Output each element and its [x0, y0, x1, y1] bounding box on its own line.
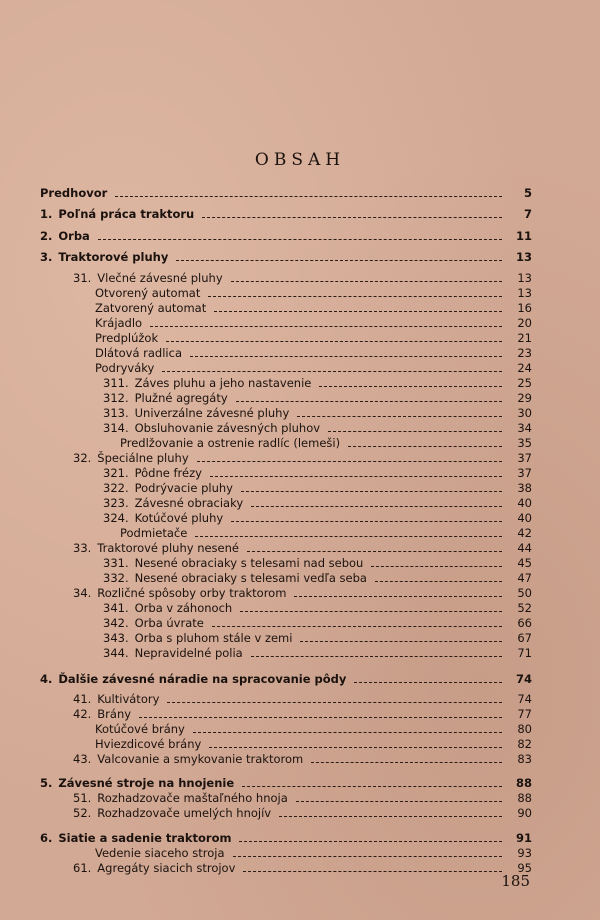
leader-line — [311, 761, 502, 763]
toc-entry-number: 41. — [73, 692, 92, 706]
leader-line — [354, 681, 502, 683]
toc-entry-title: Poľná práca traktoru — [58, 207, 195, 221]
leader-line — [241, 490, 502, 492]
leader-line — [243, 870, 502, 872]
toc-entry-title: Siatie a sadenie traktorom — [58, 831, 232, 845]
toc-entry-number: 1. — [40, 207, 53, 221]
toc-entry-page: 37 — [517, 451, 532, 465]
toc-entry-number: 342. — [103, 616, 129, 630]
toc-entry-page: 91 — [515, 831, 532, 845]
leader-line — [208, 295, 502, 297]
toc-entry-title: Orba s pluhom stále v zemi — [134, 631, 293, 645]
leader-line — [150, 325, 502, 327]
toc-entry-page: 82 — [517, 737, 532, 751]
leader-line — [195, 535, 502, 537]
toc-entry-title: Univerzálne závesné pluhy — [134, 406, 290, 420]
toc-entry — [40, 227, 532, 245]
toc-entry-page: 30 — [517, 406, 532, 420]
toc-entry-title: Záves pluhu a jeho nastavenie — [134, 376, 312, 390]
leader-line — [233, 855, 502, 857]
leader-line — [212, 625, 502, 627]
toc-entry — [73, 750, 532, 768]
toc-entry-page: 24 — [517, 361, 532, 375]
toc-entry-title: Obsluhovanie závesných pluhov — [134, 421, 321, 435]
toc-entry-page: 45 — [517, 556, 532, 570]
leader-line — [328, 430, 502, 432]
toc-entry-page: 50 — [517, 586, 532, 600]
toc-entry-number: 4. — [40, 672, 53, 686]
leader-line — [239, 840, 502, 842]
toc-entry-page: 35 — [517, 436, 532, 450]
leader-line — [247, 550, 502, 552]
toc-entry-page: 7 — [523, 207, 532, 221]
toc-entry-title: Vlečné závesné pluhy — [97, 271, 223, 285]
toc-entry-page: 38 — [517, 481, 532, 495]
leader-line — [294, 595, 502, 597]
toc-entry-page: 88 — [517, 791, 532, 805]
page-title: OBSAH — [254, 150, 346, 170]
toc-entry-page: 74 — [517, 692, 532, 706]
leader-line — [231, 520, 502, 522]
leader-line — [251, 505, 502, 507]
toc-entry-page: 71 — [517, 646, 532, 660]
toc-entry-title: Nepravidelné polia — [134, 646, 243, 660]
toc-entry-page: 13 — [517, 271, 532, 285]
toc-entry-page: 95 — [517, 861, 532, 875]
toc-entry-title: Podmietače — [120, 526, 188, 540]
toc-entry-title: Orba v záhonoch — [134, 601, 233, 615]
toc-entry-title: Traktorové pluhy nesené — [97, 541, 239, 555]
toc-entry-number: 5. — [40, 776, 53, 790]
leader-line — [210, 475, 502, 477]
toc-entry-page: 37 — [517, 466, 532, 480]
toc-entry-title: Nesené obraciaky s telesami vedľa seba — [134, 571, 367, 585]
toc-entry-page: 5 — [523, 186, 532, 200]
toc-entry-title: Závesné stroje na hnojenie — [58, 776, 235, 790]
toc-entry-title: Brány — [97, 707, 132, 721]
toc-entry-title: Dlátová radlica — [95, 346, 182, 360]
toc-entry-number: 341. — [103, 601, 129, 615]
leader-line — [242, 785, 502, 787]
leader-line — [319, 385, 502, 387]
toc-entry-page: 52 — [517, 601, 532, 615]
toc-entry-number: 322. — [103, 481, 129, 495]
toc-entry-page: 47 — [517, 571, 532, 585]
leader-line — [300, 640, 502, 642]
toc-entry-title: Rozličné spôsoby orby traktorom — [97, 586, 287, 600]
toc-entry-number: 343. — [103, 631, 129, 645]
toc-entry-page: 90 — [517, 806, 532, 820]
toc-entry-number: 52. — [73, 806, 92, 820]
toc-entry — [73, 859, 532, 877]
toc-entry-title: Orba — [58, 229, 90, 243]
toc-entry-page: 74 — [515, 672, 532, 686]
toc-entry — [103, 644, 532, 662]
toc-entry-number: 321. — [103, 466, 129, 480]
toc-entry-page: 25 — [517, 376, 532, 390]
toc-entry-title: Rozhadzovače umelých hnojív — [97, 806, 272, 820]
toc-entry-title: Závesné obraciaky — [134, 496, 244, 510]
toc-entry — [40, 205, 532, 223]
leader-line — [176, 259, 502, 261]
leader-line — [197, 460, 502, 462]
toc-entry-page: 23 — [517, 346, 532, 360]
leader-line — [190, 355, 502, 357]
toc-entry-title: Kotúčové brány — [95, 722, 185, 736]
toc-entry-title: Plužné agregáty — [134, 391, 228, 405]
page-number: 185 — [501, 872, 530, 890]
toc-entry-number: 311. — [103, 376, 129, 390]
toc-entry-number: 34. — [73, 586, 92, 600]
leader-line — [251, 655, 502, 657]
toc-entry-number: 42. — [73, 707, 92, 721]
toc-entry-page: 80 — [517, 722, 532, 736]
toc-entry-number: 61. — [73, 861, 92, 875]
toc-entry-title: Predlžovanie a ostrenie radlíc (lemeši) — [120, 436, 341, 450]
leader-line — [297, 415, 502, 417]
toc-entry-title: Pôdne frézy — [134, 466, 202, 480]
leader-line — [279, 815, 502, 817]
toc-entry-title: Krájadlo — [95, 316, 143, 330]
toc-entry-page: 42 — [517, 526, 532, 540]
leader-line — [166, 340, 502, 342]
toc-entry — [40, 184, 532, 202]
leader-line — [375, 580, 502, 582]
toc-entry-title: Otvorený automat — [95, 286, 201, 300]
toc-entry-page: 34 — [517, 421, 532, 435]
toc-entry-number: 313. — [103, 406, 129, 420]
toc-entry-title: Hviezdicové brány — [95, 737, 202, 751]
toc-entry — [40, 670, 532, 688]
toc-entry-number: 332. — [103, 571, 129, 585]
toc-entry-number: 344. — [103, 646, 129, 660]
toc-entry-page: 77 — [517, 707, 532, 721]
leader-line — [202, 216, 502, 218]
leader-line — [240, 610, 502, 612]
leader-line — [296, 800, 502, 802]
toc-entry-number: 314. — [103, 421, 129, 435]
toc-entry-page: 66 — [517, 616, 532, 630]
toc-entry-number: 3. — [40, 250, 53, 264]
toc-entry-number: 51. — [73, 791, 92, 805]
toc-entry-title: Predhovor — [40, 186, 108, 200]
toc-entry-title: Zatvorený automat — [95, 301, 207, 315]
toc-entry-number: 32. — [73, 451, 92, 465]
toc-entry-number: 323. — [103, 496, 129, 510]
toc-entry-number: 33. — [73, 541, 92, 555]
toc-entry-number: 312. — [103, 391, 129, 405]
leader-line — [115, 195, 502, 197]
leader-line — [98, 238, 502, 240]
toc-entry-title: Traktorové pluhy — [58, 250, 169, 264]
toc-entry-page: 20 — [517, 316, 532, 330]
leader-line — [209, 746, 502, 748]
leader-line — [214, 310, 502, 312]
toc-entry-title: Nesené obraciaky s telesami nad sebou — [134, 556, 364, 570]
toc-entry-title: Vedenie siaceho stroja — [95, 846, 225, 860]
leader-line — [167, 701, 502, 703]
toc-entry-page: 29 — [517, 391, 532, 405]
toc-entry-page: 67 — [517, 631, 532, 645]
leader-line — [193, 731, 502, 733]
leader-line — [139, 716, 502, 718]
toc-entry-number: 6. — [40, 831, 53, 845]
toc-entry-page: 21 — [517, 331, 532, 345]
toc-entry — [73, 804, 532, 822]
toc-entry-page: 16 — [517, 301, 532, 315]
toc-entry-page: 93 — [517, 846, 532, 860]
toc-entry-title: Ďalšie závesné náradie na spracovanie pôdy — [58, 672, 347, 686]
leader-line — [348, 445, 502, 447]
toc-entry-page: 40 — [517, 496, 532, 510]
toc-entry-page: 13 — [517, 286, 532, 300]
leader-line — [371, 565, 502, 567]
toc-entry-title: Valcovanie a smykovanie traktorom — [97, 752, 304, 766]
toc-entry-title: Orba úvrate — [134, 616, 204, 630]
toc-entry-title: Kultivátory — [97, 692, 160, 706]
toc-entry-number: 2. — [40, 229, 53, 243]
toc-entry-number: 31. — [73, 271, 92, 285]
leader-line — [236, 400, 502, 402]
toc-entry-title: Špeciálne pluhy — [97, 451, 189, 465]
toc-entry-title: Rozhadzovače maštaľného hnoja — [97, 791, 288, 805]
leader-line — [162, 370, 502, 372]
toc-entry-page: 11 — [515, 229, 532, 243]
toc-entry-title: Agregáty siacich strojov — [97, 861, 236, 875]
toc-entry-title: Podrývacie pluhy — [134, 481, 233, 495]
toc-entry-page: 83 — [517, 752, 532, 766]
toc-entry-page: 44 — [517, 541, 532, 555]
toc-entry — [40, 248, 532, 266]
toc-entry-number: 324. — [103, 511, 129, 525]
toc-entry-number: 331. — [103, 556, 129, 570]
toc-entry-title: Kotúčové pluhy — [134, 511, 224, 525]
toc-entry-title: Predplúžok — [95, 331, 159, 345]
toc-entry-page: 13 — [515, 250, 532, 264]
leader-line — [231, 280, 502, 282]
toc-entry-title: Podryváky — [95, 361, 155, 375]
toc-entry-number: 43. — [73, 752, 92, 766]
toc-entry-page: 40 — [517, 511, 532, 525]
toc-entry-page: 88 — [515, 776, 532, 790]
